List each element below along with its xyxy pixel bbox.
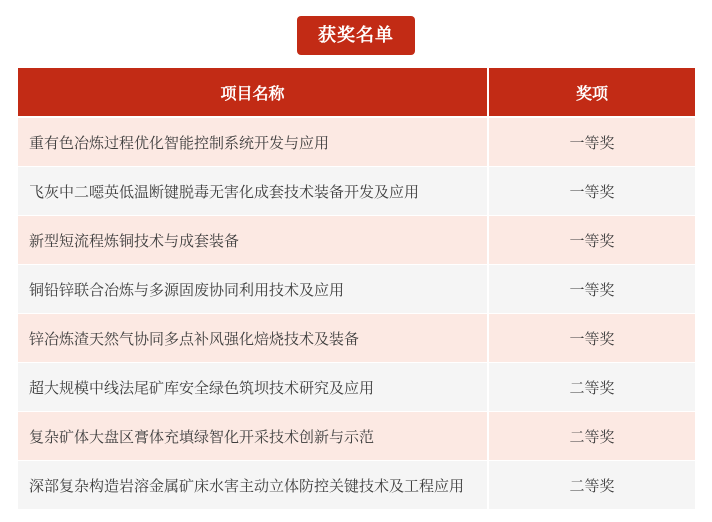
table-row: [18, 265, 695, 314]
project-name-cell: 铜铅锌联合冶炼与多源固废协同利用技术及应用: [18, 265, 489, 313]
table-header-row: [18, 68, 695, 118]
table-row: [18, 216, 695, 265]
award-cell: 一等奖: [489, 314, 695, 362]
badge-container: [0, 0, 712, 55]
award-cell: 一等奖: [489, 265, 695, 313]
awards-table: [18, 68, 695, 509]
table-body: [18, 118, 695, 509]
table-row: [18, 118, 695, 167]
project-name-cell: 重有色冶炼过程优化智能控制系统开发与应用: [18, 118, 489, 166]
table-row: [18, 363, 695, 412]
project-name-cell: 深部复杂构造岩溶金属矿床水害主动立体防控关键技术及工程应用: [18, 461, 489, 509]
header-cell-project-name: 项目名称: [18, 68, 489, 116]
award-cell: 一等奖: [489, 118, 695, 166]
award-cell: 一等奖: [489, 167, 695, 215]
project-name-cell: 新型短流程炼铜技术与成套装备: [18, 216, 489, 264]
project-name-cell: 复杂矿体大盘区膏体充填绿智化开采技术创新与示范: [18, 412, 489, 460]
award-cell: 二等奖: [489, 412, 695, 460]
award-cell: 一等奖: [489, 216, 695, 264]
table-row: [18, 314, 695, 363]
table-row: [18, 412, 695, 461]
award-cell: 二等奖: [489, 363, 695, 411]
award-cell: 二等奖: [489, 461, 695, 509]
page-title-badge: 获奖名单: [297, 16, 415, 55]
project-name-cell: 锌冶炼渣天然气协同多点补风强化焙烧技术及装备: [18, 314, 489, 362]
project-name-cell: 飞灰中二噁英低温断键脱毒无害化成套技术装备开发及应用: [18, 167, 489, 215]
header-cell-award: 奖项: [489, 68, 695, 116]
project-name-cell: 超大规模中线法尾矿库安全绿色筑坝技术研究及应用: [18, 363, 489, 411]
table-row: [18, 167, 695, 216]
table-row: [18, 461, 695, 509]
